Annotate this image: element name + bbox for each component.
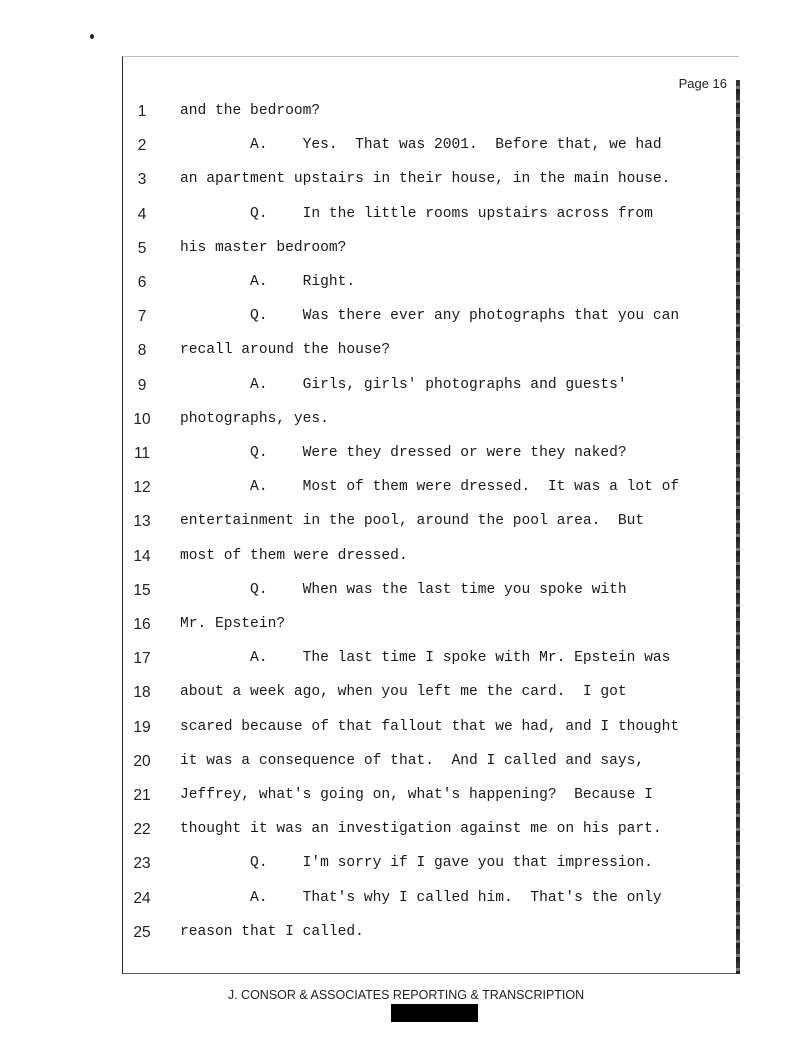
transcript-line <box>0 513 812 537</box>
line-number: 3 <box>137 171 147 189</box>
line-text: entertainment in the pool, around the pool area. But <box>180 513 645 530</box>
line-number: 18 <box>133 684 151 702</box>
transcript-line <box>0 240 812 264</box>
line-text: A. That's why I called him. That's the only <box>180 889 662 906</box>
line-number: 22 <box>133 821 151 839</box>
line-number: 9 <box>137 376 147 394</box>
reporter-footer: J. CONSOR & ASSOCIATES REPORTING & TRANSCRIPTION <box>227 988 585 1002</box>
line-text: Q. Were they dressed or were they naked? <box>180 445 627 461</box>
transcript-line <box>0 684 812 708</box>
transcript-line <box>0 890 812 914</box>
transcript-line <box>0 206 812 230</box>
line-text: Q. I'm sorry if I gave you that impression. <box>180 855 653 872</box>
transcript-line <box>0 411 812 435</box>
transcript-line <box>0 753 812 777</box>
transcript-line <box>0 171 812 195</box>
line-text: scared because of that fallout that we had, and I thought <box>180 718 680 735</box>
line-number: 24 <box>133 889 151 907</box>
line-text: most of them were dressed. <box>180 547 408 564</box>
line-number: 19 <box>133 718 151 736</box>
line-text: his master bedroom? <box>180 239 347 256</box>
line-number: 7 <box>137 308 147 326</box>
line-number: 15 <box>133 581 151 599</box>
line-number: 20 <box>133 752 151 770</box>
line-text: Q. Was there ever any photographs that you can <box>180 308 680 325</box>
line-number: 14 <box>133 547 151 565</box>
transcript-line <box>0 582 812 606</box>
transcript-line <box>0 308 812 332</box>
transcript-line <box>0 342 812 366</box>
transcript-line <box>0 548 812 572</box>
line-text: it was a consequence of that. And I called and says, <box>180 752 645 769</box>
line-text: thought it was an investigation against me on his part. <box>180 821 662 838</box>
scan-speck <box>90 34 94 39</box>
transcript-line <box>0 616 812 640</box>
line-number: 23 <box>133 855 151 873</box>
page-number: Page 16 <box>678 76 727 91</box>
transcript-line <box>0 821 812 845</box>
transcript-line <box>0 137 812 161</box>
line-number: 2 <box>137 137 147 155</box>
transcript-line <box>0 855 812 879</box>
transcript-line <box>0 445 812 469</box>
transcript-line <box>0 650 812 674</box>
line-text: recall around the house? <box>180 342 391 359</box>
line-number: 21 <box>133 787 151 804</box>
line-text: Q. In the little rooms upstairs across from <box>180 205 653 222</box>
transcript-line <box>0 103 812 127</box>
transcript-line <box>0 377 812 401</box>
line-text: Jeffrey, what's going on, what's happening? Because I <box>180 787 653 803</box>
line-number: 16 <box>133 616 151 633</box>
line-text: an apartment upstairs in their house, in the main house. <box>180 171 671 188</box>
transcript-line <box>0 479 812 503</box>
line-text: photographs, yes. <box>180 410 329 427</box>
line-number: 5 <box>137 239 147 257</box>
line-number: 25 <box>133 923 151 941</box>
line-number: 4 <box>137 205 147 223</box>
line-number: 8 <box>137 342 147 360</box>
redaction-bar <box>391 1004 478 1022</box>
line-text: A. The last time I spoke with Mr. Epstein was <box>180 650 671 667</box>
line-number: 6 <box>137 274 147 291</box>
line-text: A. Girls, girls' photographs and guests' <box>180 376 627 393</box>
line-text: A. Right. <box>180 274 356 290</box>
line-number: 12 <box>133 479 151 497</box>
transcript-line <box>0 787 812 811</box>
line-number: 11 <box>133 445 151 462</box>
line-number: 17 <box>133 650 151 668</box>
line-text: A. Most of them were dressed. It was a lot of <box>180 479 680 496</box>
line-text: Mr. Epstein? <box>180 616 286 632</box>
line-number: 10 <box>133 410 151 428</box>
line-text: A. Yes. That was 2001. Before that, we had <box>180 137 662 154</box>
transcript-line <box>0 924 812 948</box>
line-text: about a week ago, when you left me the card. I got <box>180 684 627 701</box>
line-number: 13 <box>133 513 151 531</box>
line-text: reason that I called. <box>180 923 364 940</box>
line-number: 1 <box>137 103 147 120</box>
transcript-line <box>0 719 812 743</box>
line-text: Q. When was the last time you spoke with <box>180 581 627 598</box>
line-text: and the bedroom? <box>180 103 321 119</box>
transcript-line <box>0 274 812 298</box>
